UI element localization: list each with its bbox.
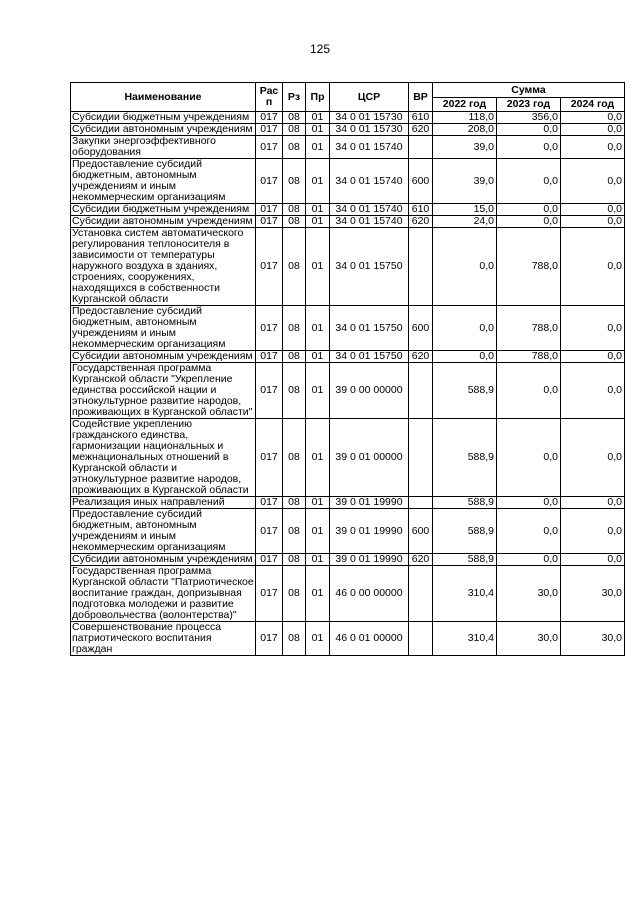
cell-2022: 15,0: [433, 204, 497, 216]
cell-csr: 34 0 01 15740: [330, 204, 409, 216]
cell-2024: 0,0: [561, 216, 625, 228]
cell-pr: 01: [306, 554, 330, 566]
cell-ras: 017: [256, 497, 283, 509]
cell-ras: 017: [256, 363, 283, 419]
cell-csr: 39 0 00 00000: [330, 363, 409, 419]
cell-2022: 310,4: [433, 566, 497, 622]
table-row: [71, 622, 625, 656]
cell-2023: 0,0: [497, 136, 561, 159]
cell-csr: 34 0 01 15750: [330, 306, 409, 351]
header-ras: Рас п: [256, 83, 283, 112]
cell-pr: 01: [306, 159, 330, 204]
cell-2024: 0,0: [561, 228, 625, 306]
cell-csr: 34 0 01 15740: [330, 136, 409, 159]
cell-pr: 01: [306, 351, 330, 363]
cell-2023: 0,0: [497, 204, 561, 216]
cell-csr: 39 0 01 19990: [330, 554, 409, 566]
cell-ras: 017: [256, 351, 283, 363]
table-row: [71, 112, 625, 124]
cell-2023: 0,0: [497, 509, 561, 554]
cell-csr: 34 0 01 15750: [330, 351, 409, 363]
cell-rz: 08: [283, 228, 306, 306]
cell-rz: 08: [283, 497, 306, 509]
cell-rz: 08: [283, 351, 306, 363]
cell-rz: 08: [283, 554, 306, 566]
cell-vr: [409, 497, 433, 509]
cell-vr: [409, 363, 433, 419]
cell-pr: 01: [306, 124, 330, 136]
cell-pr: 01: [306, 306, 330, 351]
cell-name: Закупки энергоэффективного оборудования: [71, 136, 256, 159]
table-row: [71, 554, 625, 566]
cell-2022: 588,9: [433, 363, 497, 419]
cell-name: Субсидии автономным учреждениям: [71, 124, 256, 136]
cell-csr: 39 0 01 19990: [330, 509, 409, 554]
cell-ras: 017: [256, 112, 283, 124]
cell-2024: 0,0: [561, 497, 625, 509]
cell-vr: 600: [409, 306, 433, 351]
header-2023: 2023 год: [497, 98, 561, 112]
cell-pr: 01: [306, 509, 330, 554]
cell-2022: 310,4: [433, 622, 497, 656]
cell-pr: 01: [306, 622, 330, 656]
cell-ras: 017: [256, 159, 283, 204]
cell-pr: 01: [306, 228, 330, 306]
cell-name: Государственная программа Курганской области "Патриотическое воспитание граждан, допризывная подготовка молодежи и развитие добровольчества (волонтерства)": [72, 565, 254, 621]
cell-name: Субсидии автономным учреждениям: [71, 351, 256, 363]
header-name: Наименование: [71, 83, 256, 112]
cell-2022: 24,0: [433, 216, 497, 228]
cell-ras: 017: [256, 124, 283, 136]
cell-pr: 01: [306, 204, 330, 216]
cell-rz: 08: [283, 124, 306, 136]
header-rz: Рз: [283, 83, 306, 112]
cell-2024: 0,0: [561, 509, 625, 554]
table-row: [71, 419, 625, 497]
table-row: [71, 509, 625, 554]
cell-vr: [409, 228, 433, 306]
cell-ras: 017: [256, 136, 283, 159]
cell-ras: 017: [256, 306, 283, 351]
cell-2023: 30,0: [497, 622, 561, 656]
cell-csr: 39 0 01 19990: [330, 497, 409, 509]
cell-ras: 017: [256, 204, 283, 216]
cell-2023: 788,0: [497, 228, 561, 306]
cell-2024: 0,0: [561, 204, 625, 216]
cell-ras: 017: [256, 228, 283, 306]
table-row: [71, 566, 625, 622]
cell-2024: 0,0: [561, 159, 625, 204]
cell-name: Предоставление субсидий бюджетным, автономным учреждениям и иным некоммерческим организациям: [71, 306, 256, 351]
cell-2022: 39,0: [433, 159, 497, 204]
cell-2023: 0,0: [497, 363, 561, 419]
cell-2023: 0,0: [497, 497, 561, 509]
cell-2023: 0,0: [497, 554, 561, 566]
cell-ras: 017: [256, 566, 283, 622]
cell-rz: 08: [283, 216, 306, 228]
cell-rz: 08: [283, 419, 306, 497]
table-header-row: [71, 83, 625, 98]
cell-pr: 01: [306, 566, 330, 622]
cell-2024: 30,0: [561, 622, 625, 656]
cell-csr: 34 0 01 15740: [330, 159, 409, 204]
cell-2022: 588,9: [433, 554, 497, 566]
cell-csr: 34 0 01 15740: [330, 216, 409, 228]
cell-2024: 0,0: [561, 306, 625, 351]
header-2024: 2024 год: [561, 98, 625, 112]
cell-csr: 46 0 01 00000: [330, 622, 409, 656]
cell-2022: 0,0: [433, 351, 497, 363]
cell-vr: 620: [409, 124, 433, 136]
cell-name: Совершенствование процесса патриотического воспитания граждан: [71, 622, 256, 656]
cell-2023: 0,0: [497, 419, 561, 497]
cell-csr: 34 0 01 15730: [330, 124, 409, 136]
cell-csr: 39 0 01 00000: [330, 419, 409, 497]
table-row: [71, 159, 625, 204]
table-row: [71, 306, 625, 351]
cell-name: Реализация иных направлений: [71, 497, 256, 509]
cell-vr: 610: [409, 204, 433, 216]
cell-name: Государственная программа Курганской области "Укрепление единства российской нации и этнокультурное развитие народов, проживающих в Курганской области": [71, 363, 256, 419]
cell-2024: 0,0: [561, 419, 625, 497]
cell-vr: 620: [409, 554, 433, 566]
cell-2024: 0,0: [561, 124, 625, 136]
header-2022: 2022 год: [433, 98, 497, 112]
cell-2023: 30,0: [497, 566, 561, 622]
cell-2022: 0,0: [433, 228, 497, 306]
cell-vr: 600: [409, 159, 433, 204]
cell-name: Субсидии автономным учреждениям: [71, 216, 256, 228]
cell-name: Предоставление субсидий бюджетным, автономным учреждениям и иным некоммерческим организациям: [71, 509, 256, 554]
cell-pr: 01: [306, 497, 330, 509]
cell-name: Предоставление субсидий бюджетным, автономным учреждениям и иным некоммерческим организациям: [71, 159, 256, 204]
table-row: [71, 351, 625, 363]
table-row: [71, 204, 625, 216]
table-row: [71, 497, 625, 509]
header-vr: ВР: [409, 83, 433, 112]
cell-vr: [409, 136, 433, 159]
table-row: [71, 136, 625, 159]
cell-csr: 46 0 00 00000: [330, 566, 409, 622]
cell-name: Субсидии автономным учреждениям: [71, 554, 256, 566]
cell-csr: 34 0 01 15750: [330, 228, 409, 306]
cell-2023: 0,0: [497, 124, 561, 136]
cell-vr: 600: [409, 509, 433, 554]
cell-2023: 788,0: [497, 306, 561, 351]
cell-ras: 017: [256, 622, 283, 656]
cell-2024: 0,0: [561, 363, 625, 419]
table-row: [71, 216, 625, 228]
cell-2022: 588,9: [433, 419, 497, 497]
cell-2023: 788,0: [497, 351, 561, 363]
budget-table: [70, 82, 625, 656]
cell-rz: 08: [283, 622, 306, 656]
page-number: 125: [309, 42, 331, 56]
cell-rz: 08: [283, 159, 306, 204]
cell-rz: 08: [283, 306, 306, 351]
header-csr: ЦСР: [330, 83, 409, 112]
cell-2022: 208,0: [433, 124, 497, 136]
cell-2024: 30,0: [561, 566, 625, 622]
table-row: [71, 363, 625, 419]
cell-name: Содействие укреплению гражданского единства, гармонизации национальных и межнациональных отношений в Курганской области и этнокультурное развитие народов, проживающих в Курганской области: [71, 419, 256, 497]
header-sum: Сумма: [433, 83, 625, 98]
table-body: [71, 112, 625, 656]
cell-rz: 08: [283, 204, 306, 216]
cell-ras: 017: [256, 509, 283, 554]
cell-rz: 08: [283, 112, 306, 124]
cell-rz: 08: [283, 566, 306, 622]
cell-2024: 0,0: [561, 351, 625, 363]
table-row: [71, 228, 625, 306]
cell-pr: 01: [306, 136, 330, 159]
cell-rz: 08: [283, 363, 306, 419]
cell-name: Установка систем автоматического регулирования теплоносителя в зависимости от температуры наружного воздуха в зданиях, строениях, сооружениях, находящихся в собственности Курганской области: [71, 228, 256, 306]
cell-ras: 017: [256, 554, 283, 566]
cell-rz: 08: [283, 509, 306, 554]
cell-name: Субсидии бюджетным учреждениям: [71, 204, 256, 216]
cell-csr: 34 0 01 15730: [330, 112, 409, 124]
table-row: [71, 124, 625, 136]
cell-2022: 588,9: [433, 509, 497, 554]
cell-vr: 620: [409, 351, 433, 363]
cell-pr: 01: [306, 419, 330, 497]
cell-2024: 0,0: [561, 136, 625, 159]
cell-name: Субсидии бюджетным учреждениям: [71, 112, 256, 124]
cell-2023: 0,0: [497, 216, 561, 228]
cell-ras: 017: [256, 216, 283, 228]
cell-2022: 588,9: [433, 497, 497, 509]
cell-rz: 08: [283, 136, 306, 159]
cell-vr: [409, 419, 433, 497]
cell-vr: [409, 566, 433, 622]
cell-vr: 620: [409, 216, 433, 228]
cell-pr: 01: [306, 216, 330, 228]
cell-vr: [409, 622, 433, 656]
cell-2024: 0,0: [561, 554, 625, 566]
cell-2022: 0,0: [433, 306, 497, 351]
cell-ras: 017: [256, 419, 283, 497]
cell-pr: 01: [306, 112, 330, 124]
cell-2022: 39,0: [433, 136, 497, 159]
cell-2024: 0,0: [561, 112, 625, 124]
cell-vr: 610: [409, 112, 433, 124]
cell-2023: 356,0: [497, 112, 561, 124]
cell-pr: 01: [306, 363, 330, 419]
cell-2023: 0,0: [497, 159, 561, 204]
cell-2022: 118,0: [433, 112, 497, 124]
header-pr: Пр: [306, 83, 330, 112]
